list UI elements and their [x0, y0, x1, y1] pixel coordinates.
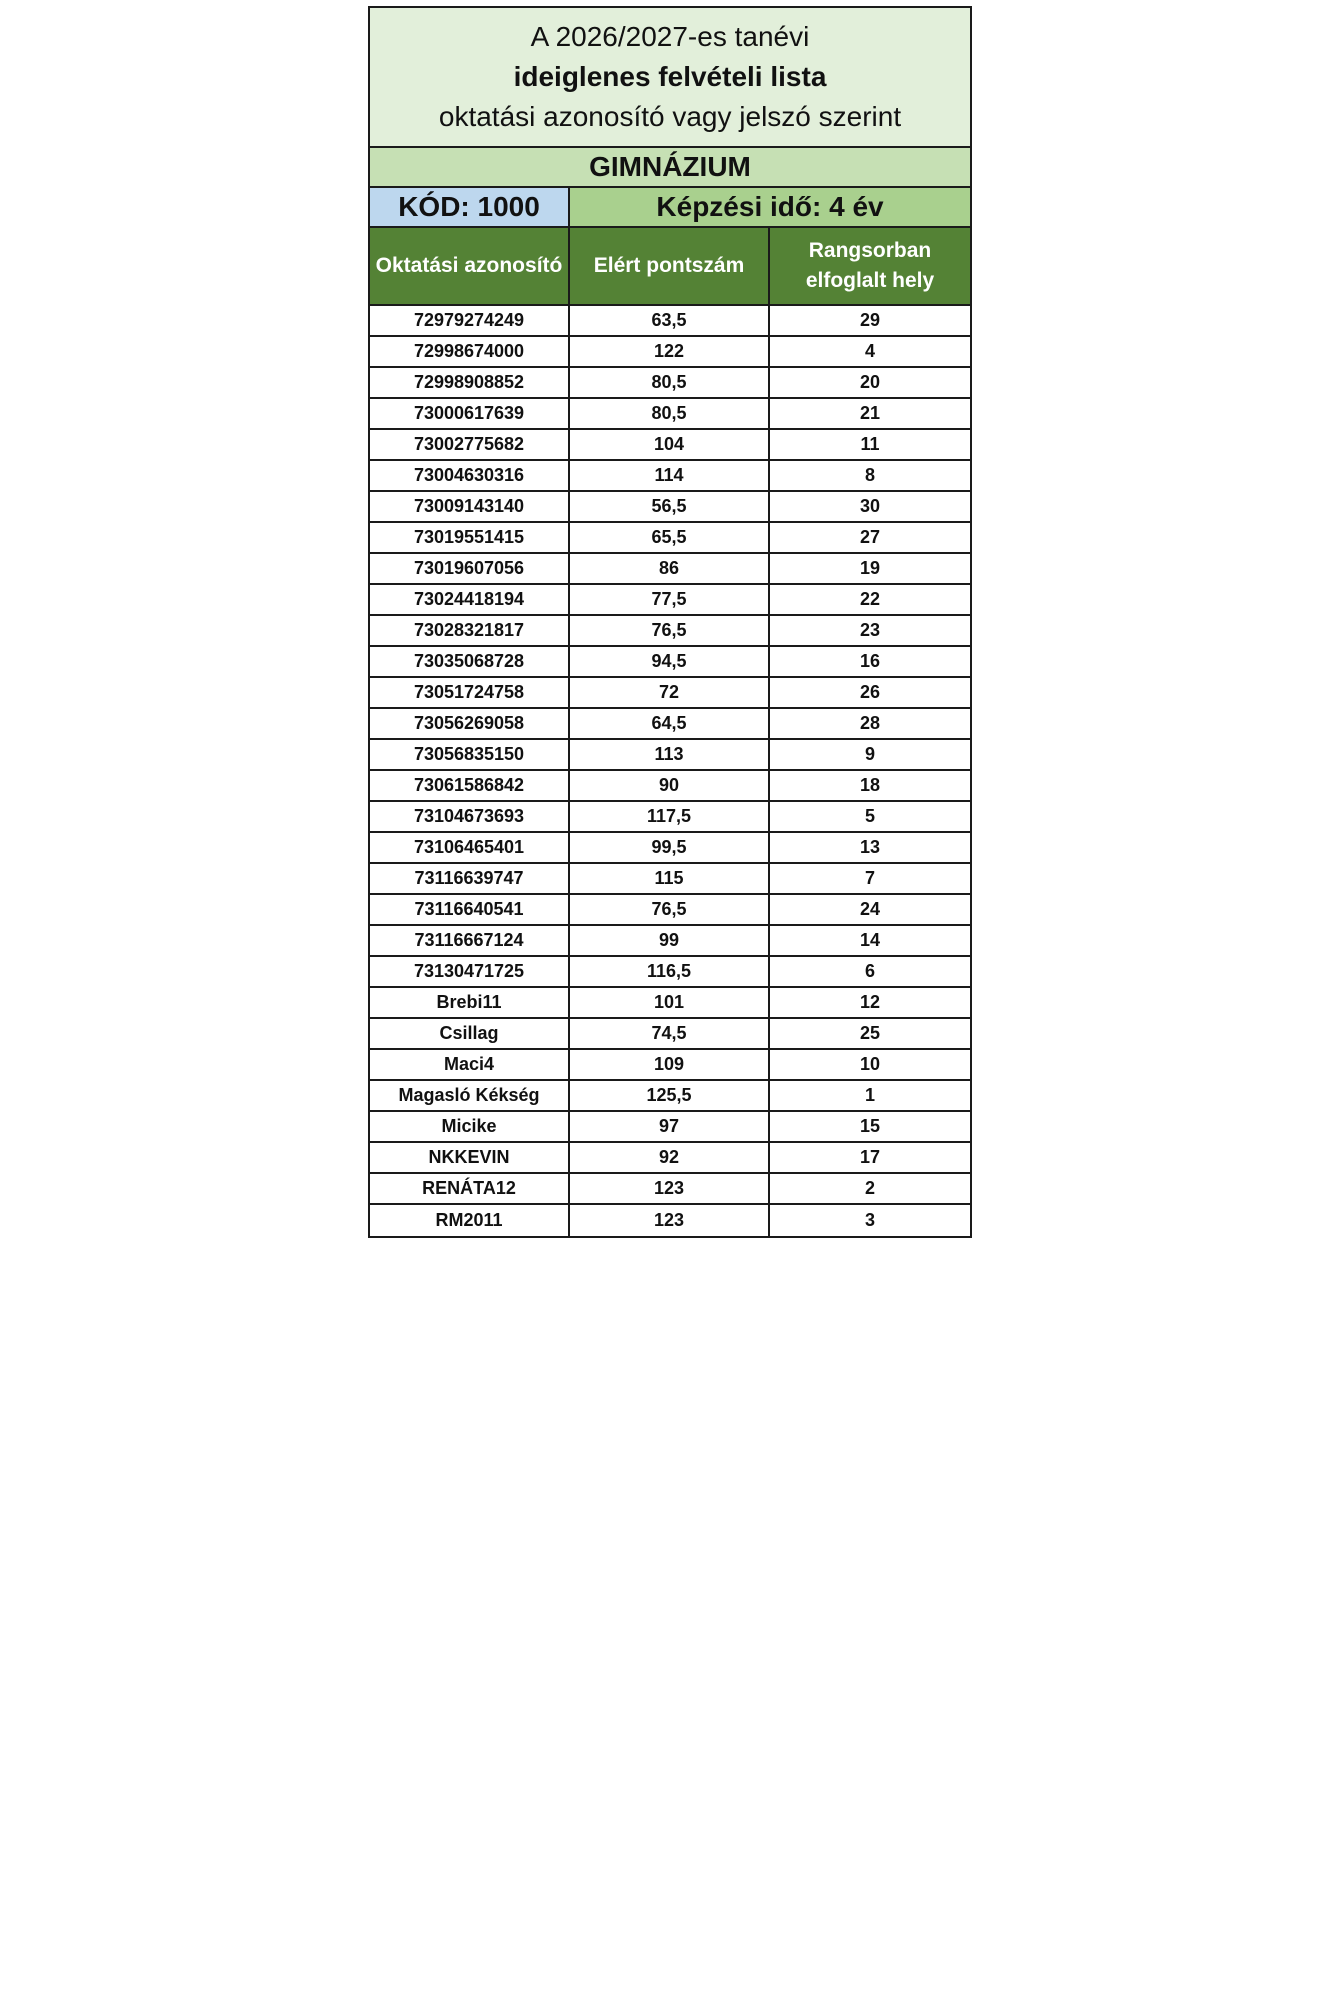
- table-row: [370, 1081, 970, 1112]
- cell-score: 74,5: [570, 1019, 770, 1048]
- cell-rank: 2: [864, 1178, 875, 1198]
- cell-score: 116,5: [570, 957, 770, 986]
- table-row: [370, 926, 970, 957]
- cell-id: 73004630316: [370, 461, 570, 490]
- cell-score: 64,5: [570, 709, 770, 738]
- cell-rank: 17: [859, 1147, 881, 1167]
- cell-score: 56,5: [570, 492, 770, 521]
- cell-id: 73024418194: [370, 585, 570, 614]
- cell-id: Magasló Kékség: [370, 1081, 570, 1110]
- table-row: [370, 895, 970, 926]
- cell-id: 72998674000: [370, 337, 570, 366]
- cell-score: 109: [570, 1050, 770, 1079]
- training-duration: Képzési idő: 4 év: [570, 188, 970, 226]
- cell-score: 92: [570, 1143, 770, 1172]
- cell-id: 72979274249: [370, 306, 570, 335]
- cell-id: 73002775682: [370, 430, 570, 459]
- table-row: [370, 585, 970, 616]
- cell-score: 63,5: [570, 306, 770, 335]
- table-row: [370, 523, 970, 554]
- program-code: KÓD: 1000: [370, 188, 570, 226]
- table-row: [370, 492, 970, 523]
- cell-rank: 8: [864, 465, 875, 485]
- cell-rank: 25: [859, 1023, 881, 1043]
- cell-rank: 15: [859, 1116, 881, 1136]
- cell-score: 104: [570, 430, 770, 459]
- cell-id: 72998908852: [370, 368, 570, 397]
- cell-rank: 11: [860, 434, 880, 454]
- cell-score: 123: [570, 1174, 770, 1203]
- table-row: [370, 461, 970, 492]
- cell-rank: 5: [864, 806, 875, 826]
- column-header-rank: [770, 228, 970, 304]
- cell-score: 72: [570, 678, 770, 707]
- cell-id: 73019551415: [370, 523, 570, 552]
- cell-id: 73061586842: [370, 771, 570, 800]
- cell-rank: 20: [859, 372, 881, 392]
- table-row: [370, 647, 970, 678]
- cell-score: 77,5: [570, 585, 770, 614]
- cell-score: 99,5: [570, 833, 770, 862]
- table-row: [370, 864, 970, 895]
- table-row: [370, 833, 970, 864]
- cell-rank: 7: [864, 868, 875, 888]
- cell-id: RENÁTA12: [370, 1174, 570, 1203]
- cell-id: 73019607056: [370, 554, 570, 583]
- cell-score: 115: [570, 864, 770, 893]
- cell-score: 122: [570, 337, 770, 366]
- cell-id: NKKEVIN: [370, 1143, 570, 1172]
- cell-score: 80,5: [570, 399, 770, 428]
- title-line-1: A 2026/2027-es tanévi: [530, 21, 810, 52]
- cell-id: 73009143140: [370, 492, 570, 521]
- cell-rank: 28: [859, 713, 881, 733]
- column-header-rank-label: Rangsorban elfoglalt hely: [805, 239, 935, 292]
- cell-score: 86: [570, 554, 770, 583]
- table-row: [370, 1143, 970, 1174]
- cell-rank: 10: [859, 1054, 881, 1074]
- cell-id: Maci4: [370, 1050, 570, 1079]
- cell-score: 101: [570, 988, 770, 1017]
- cell-id: 73104673693: [370, 802, 570, 831]
- cell-rank: 27: [859, 527, 881, 547]
- cell-id: 73028321817: [370, 616, 570, 645]
- cell-rank: 3: [864, 1210, 875, 1230]
- cell-rank: 12: [859, 992, 881, 1012]
- cell-id: Csillag: [370, 1019, 570, 1048]
- cell-score: 123: [570, 1205, 770, 1236]
- table-row: [370, 368, 970, 399]
- cell-id: 73035068728: [370, 647, 570, 676]
- cell-score: 117,5: [570, 802, 770, 831]
- cell-rank: 6: [864, 961, 875, 981]
- cell-id: 73106465401: [370, 833, 570, 862]
- table-row: [370, 771, 970, 802]
- cell-rank: 18: [859, 775, 881, 795]
- cell-score: 97: [570, 1112, 770, 1141]
- table-row: [370, 1112, 970, 1143]
- cell-id: 73056835150: [370, 740, 570, 769]
- cell-id: 73056269058: [370, 709, 570, 738]
- table-row: [370, 399, 970, 430]
- table-row: [370, 554, 970, 585]
- cell-score: 65,5: [570, 523, 770, 552]
- cell-score: 76,5: [570, 895, 770, 924]
- cell-score: 90: [570, 771, 770, 800]
- table-row: [370, 1174, 970, 1205]
- table-row: [370, 957, 970, 988]
- table-row: [370, 802, 970, 833]
- cell-id: Micike: [370, 1112, 570, 1141]
- table-row: [370, 740, 970, 771]
- table-row: [370, 988, 970, 1019]
- table-row: [370, 306, 970, 337]
- cell-id: 73116667124: [370, 926, 570, 955]
- cell-id: 73116639747: [370, 864, 570, 893]
- cell-rank: 16: [859, 651, 881, 671]
- cell-rank: 22: [859, 589, 881, 609]
- table-row: [370, 337, 970, 368]
- cell-rank: 14: [859, 930, 881, 950]
- cell-score: 114: [570, 461, 770, 490]
- cell-id: 73116640541: [370, 895, 570, 924]
- cell-id: 73051724758: [370, 678, 570, 707]
- cell-rank: 13: [859, 837, 881, 857]
- cell-rank: 19: [859, 558, 881, 578]
- table-row: [370, 709, 970, 740]
- table-row: [370, 430, 970, 461]
- cell-rank: 9: [864, 744, 875, 764]
- cell-rank: 23: [859, 620, 881, 640]
- title-block: [370, 8, 970, 148]
- cell-rank: 1: [864, 1085, 875, 1105]
- cell-rank: 4: [864, 341, 875, 361]
- cell-score: 113: [570, 740, 770, 769]
- cell-id: Brebi11: [370, 988, 570, 1017]
- code-band: [370, 188, 970, 228]
- table-row: [370, 1050, 970, 1081]
- cell-id: 73000617639: [370, 399, 570, 428]
- cell-score: 76,5: [570, 616, 770, 645]
- cell-rank: 26: [859, 682, 881, 702]
- cell-score: 80,5: [570, 368, 770, 397]
- cell-rank: 21: [859, 403, 881, 423]
- table-header: [370, 228, 970, 306]
- table-row: [370, 678, 970, 709]
- cell-score: 99: [570, 926, 770, 955]
- cell-rank: 24: [859, 899, 881, 919]
- cell-score: 125,5: [570, 1081, 770, 1110]
- cell-id: RM2011: [370, 1205, 570, 1236]
- cell-rank: 29: [859, 310, 881, 330]
- table-row: [370, 616, 970, 647]
- cell-score: 94,5: [570, 647, 770, 676]
- title-line-2: ideiglenes felvételi lista: [513, 61, 827, 92]
- cell-rank: 30: [859, 496, 881, 516]
- column-header-id: Oktatási azonosító: [370, 228, 570, 304]
- column-header-score: Elért pontszám: [570, 228, 770, 304]
- section-title: GIMNÁZIUM: [370, 148, 970, 188]
- table-row: [370, 1205, 970, 1236]
- cell-id: 73130471725: [370, 957, 570, 986]
- admission-list-document: [368, 6, 972, 1238]
- table-row: [370, 1019, 970, 1050]
- title-line-3: oktatási azonosító vagy jelszó szerint: [438, 101, 902, 132]
- table-body: [370, 306, 970, 1236]
